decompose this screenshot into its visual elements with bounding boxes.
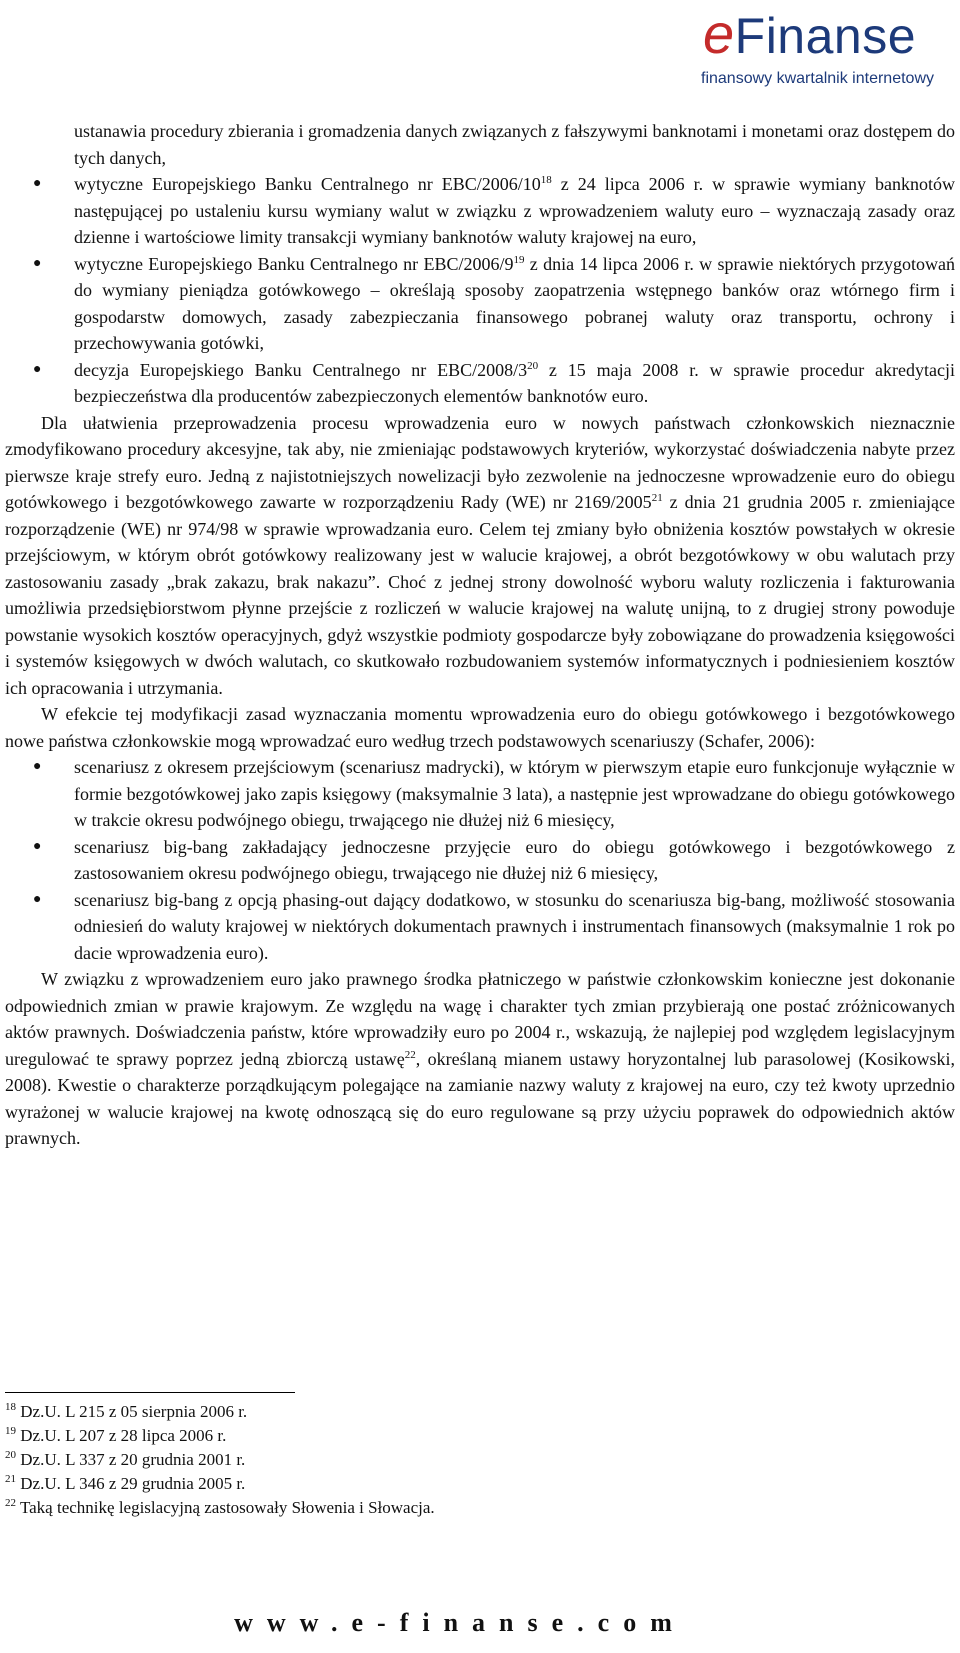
footnote-text: Dz.U. L 215 z 05 sierpnia 2006 r.: [16, 1402, 248, 1421]
footnote-text: Taką technikę legislacyjną zastosowały Słowenia i Słowacja.: [16, 1498, 435, 1517]
scenario-text: scenariusz z okresem przejściowym (scenariusz madrycki), w którym w pierwszym etapie euro funkcjonuje wyłącznie w formie bezgotówkowej jako zapis księgowy (maksymalnie 3 lata), a następnie jest wprowadzane do obiegu gotówkowego w trakcie okresu podwójnego obiegu, trwającego nie dłużej niż 6 miesięcy,: [74, 757, 955, 830]
bullet-item: [5, 357, 955, 410]
bullet-text: decyzja Europejskiego Banku Centralnego nr EBC/2008/3: [74, 359, 528, 380]
footnote-number: 20: [5, 1449, 16, 1461]
footnotes: [5, 1400, 905, 1520]
paragraph-text: Dla ułatwienia przeprowadzenia procesu wprowadzenia euro w nowych państwach członkowskich nieznacznie zmodyfikowano procedury akcesyjne, tak aby, nie zmieniając podstawowych kryteriów, wykorzystać doświadczenia nabyte przez pierwsze kraje strefy euro. Jedną z najistotniejszych nowelizacji było zezwolenie na jednoczesne wprowadzenie euro do obiegu gotówkowego i bezgotówkowego zawarte w rozporządzeniu Rady (WE) nr 2169/2005: [5, 412, 955, 512]
logo-wordmark: [703, 2, 917, 65]
scenario-text: scenariusz big-bang zakładający jednoczesne przyjęcie euro do obiegu gotówkowego i bezgotówkowego z zastosowaniem okresu podwójnego obiegu, trwającego nie dłużej niż 6 miesięcy,: [74, 836, 955, 883]
logo-finanse-text: Finanse: [734, 8, 917, 64]
footnote-ref: 18: [540, 174, 552, 186]
footnote-ref: 21: [651, 492, 663, 504]
paragraph: W efekcie tej modyfikacji zasad wyznaczania momentu wprowadzenia euro do obiegu gotówkowego i bezgotówkowego nowe państwa członkowskie mogą wprowadzać euro według trzech podstawowych scenariuszy (Schafer, 2006):: [5, 704, 955, 751]
paragraph-text: W związku z wprowadzeniem euro jako prawnego środka płatniczego w państwie członkowskim konieczne jest dokonanie odpowiednich zmian w prawie krajowym. Ze względu na wagę i charakter tych zmian przybierają one postać zróżnicowanych aktów prawnych. Doświadczenia państw, które wprowadziły euro po 2004 r., wskazują, że najlepiej pod względem legislacyjnym uregulować te sprawy poprzez jedną zbiorczą ustawę: [5, 969, 955, 1069]
footnote-text: Dz.U. L 337 z 20 grudnia 2001 r.: [16, 1450, 246, 1469]
bullet-icon: ●: [33, 838, 42, 854]
bullet-icon: ●: [33, 255, 42, 271]
footnote: [5, 1448, 905, 1472]
bullet-text: z 15 maja 2008 r. w sprawie procedur akredytacji bezpieczeństwa dla producentów zabezpieczonych elementów banknotów euro.: [74, 359, 955, 406]
footnote-ref: 20: [527, 359, 539, 372]
footnote-divider: [5, 1392, 295, 1393]
bullet-icon: ●: [33, 759, 42, 774]
bullet-text: z dnia 14 lipca 2006 r. w sprawie niektórych przygotowań do wymiany pieniądza gotówkowego – określają sposoby zaopatrzenia wstępnego banków oraz wtórnego firm i gospodarstw domowych, zasady zabezpieczania finansowego pobranej waluty oraz transportu, ochrony i przechowywania gotówki,: [74, 253, 955, 353]
bullet-icon: ●: [33, 891, 42, 907]
bullet-item: [5, 171, 955, 251]
paragraph-text: , określaną mianem ustawy horyzontalnej lub parasolowej (Kosikowski, 2008). Kwestie o charakterze porządkującym polegające na zamianie nazwy waluty z krajowej na euro, czy też kwoty uprzednio wyrażonej w walucie krajowej na kwotę odnoszącą się do euro regulowane są przy użyciu poprawek do odpowiednich aktów prawnych.: [5, 1048, 955, 1148]
bullet-text: wytyczne Europejskiego Banku Centralnego nr EBC/2006/10: [74, 174, 541, 194]
footer-url: www.e-finanse.com: [234, 1608, 686, 1637]
scenario-text: scenariusz big-bang z opcją phasing-out dający dodatkowo, w stosunku do scenariusza big-bang, możliwość stosowania odniesień do waluty krajowej w niektórych dokumentach prawnych i instrumentach finansowych (maksymalnie 1 rok po dacie wprowadzenia euro).: [74, 889, 955, 963]
paragraph: [5, 966, 955, 1152]
footnote-text: Dz.U. L 346 z 29 grudnia 2005 r.: [16, 1474, 246, 1493]
footnote: [5, 1496, 905, 1520]
footnote: [5, 1472, 905, 1496]
logo-subtitle: finansowy kwartalnik internetowy: [701, 70, 934, 87]
scenario-item: [5, 754, 955, 834]
paragraph: [5, 410, 955, 702]
document-body: [5, 118, 955, 1152]
paragraph-text: z dnia 21 grudnia 2005 r. zmieniające rozporządzenie (WE) nr 974/98 w sprawie wprowadzania euro. Celem tej zmiany było obniżenia kosztów powstałych w okresie przejściowym, w którym obrót gotówkowy realizowany jest w walucie krajowej, a obrót bezgotówkowy w obu walutach przy zastosowaniu zasady „brak zakazu, brak nakazu”. Choć z jednej strony dowolność wyboru waluty rozliczenia i fakturowania umożliwia przedsiębiorstwom płynne przejście z rozliczeń w walucie krajowej na walutę unijną, to z drugiej strony powoduje powstanie wysokich kosztów operacyjnych, gdyż wszystkie podmioty gospodarcze były zobowiązane do prowadzenia księgowości i systemów księgowych w dwóch walutach, co skutkowało rozbudowaniem systemów informatycznych i podniesieniem kosztów ich opracowania i utrzymania.: [5, 492, 955, 698]
bullet-continuation: [5, 118, 955, 171]
footnote: [5, 1424, 905, 1448]
bullet-text: z 24 lipca 2006 r. w sprawie wymiany banknotów następującej po ustaleniu kursu wymiany walut w związku z wprowadzeniem waluty euro – wyznaczają zasady oraz dzienne i wartościowe limity transakcji wymiany banknotów waluty krajowej na euro,: [74, 174, 955, 247]
footnote-number: 21: [5, 1473, 16, 1485]
scenario-item: [5, 887, 955, 967]
bullet-icon: ●: [33, 361, 42, 377]
bullet-icon: ●: [33, 176, 42, 191]
footnote: [5, 1400, 905, 1424]
footnote-number: 18: [5, 1401, 16, 1413]
bullet-text: ustanawia procedury zbierania i gromadzenia danych związanych z fałszywymi banknotami i monetami oraz dostępem do tych danych,: [74, 121, 955, 168]
footnote-number: 22: [5, 1497, 16, 1509]
bullet-text: wytyczne Europejskiego Banku Centralnego nr EBC/2006/9: [74, 253, 514, 274]
efinanse-logo: [693, 2, 955, 88]
bullet-item: [5, 251, 955, 357]
footnote-text: Dz.U. L 207 z 28 lipca 2006 r.: [16, 1426, 227, 1445]
scenario-item: [5, 834, 955, 887]
footnote-number: 19: [5, 1425, 16, 1437]
logo-e-letter: e: [703, 2, 735, 65]
footnote-ref: 22: [404, 1048, 416, 1061]
footnote-ref: 19: [513, 253, 525, 266]
